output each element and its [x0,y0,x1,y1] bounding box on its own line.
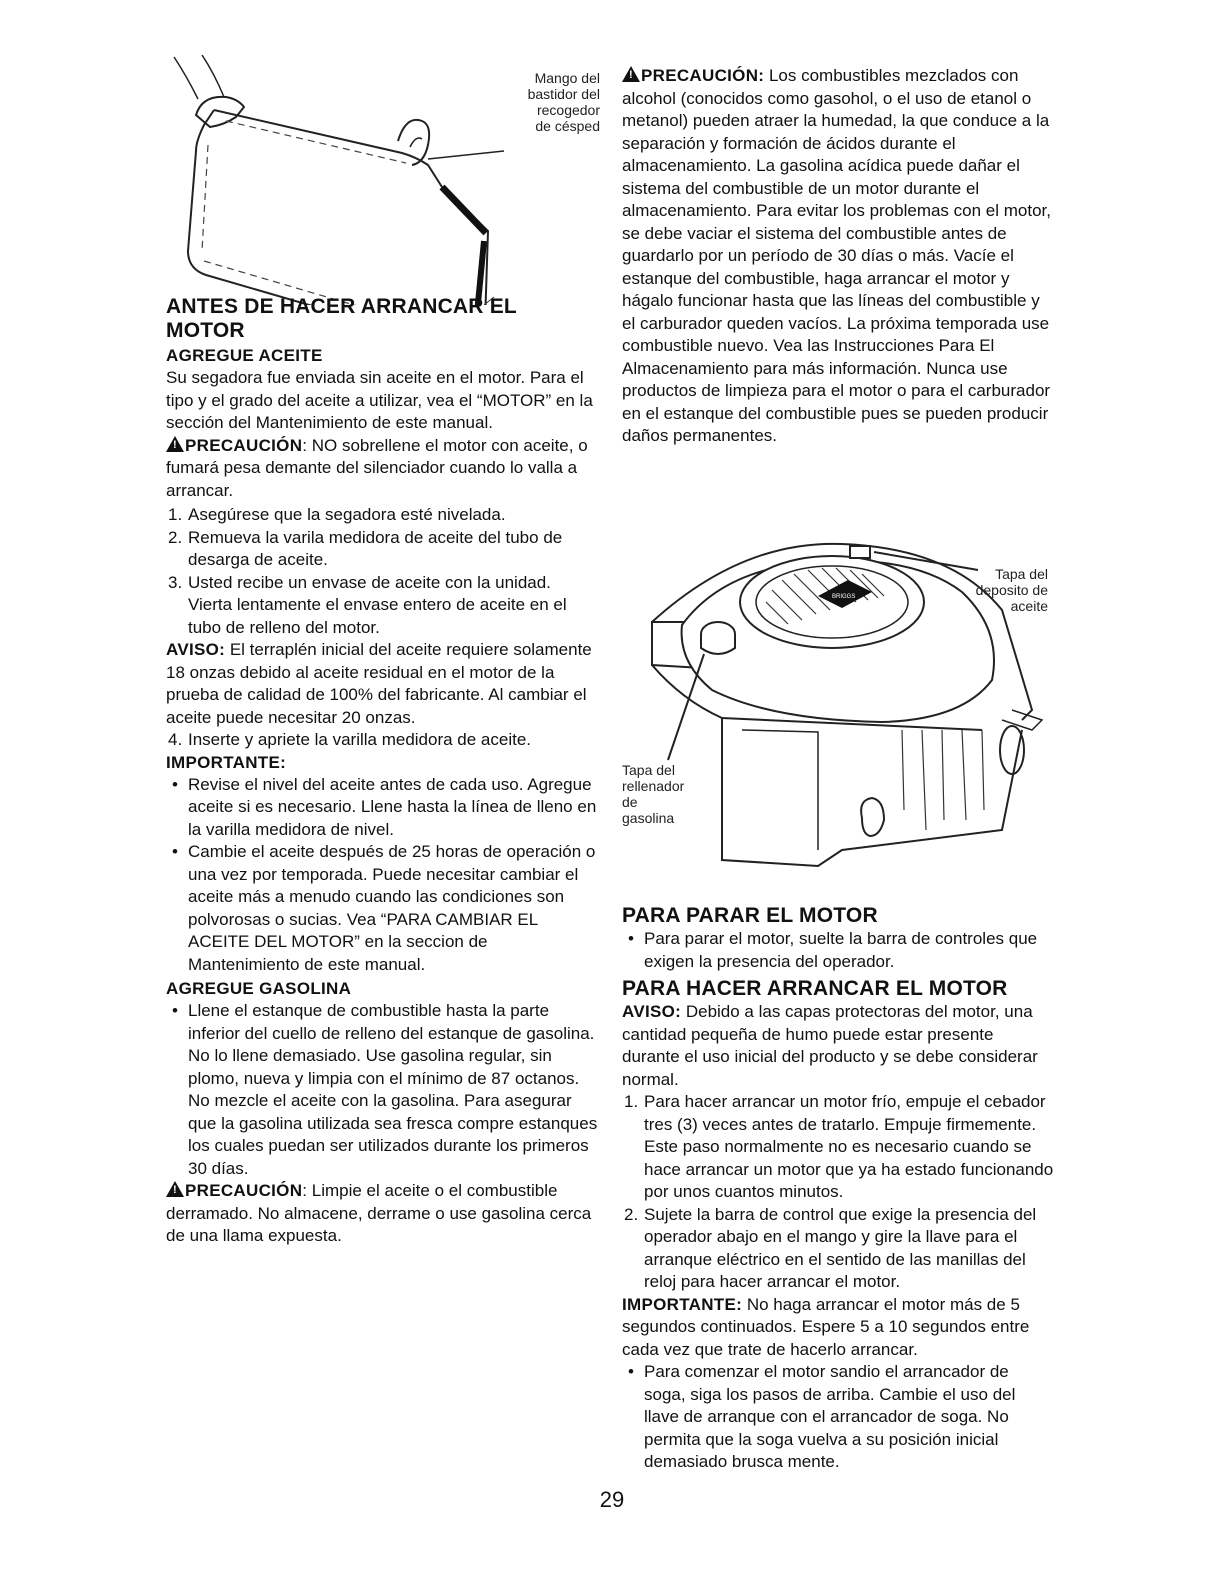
list-item: 2. Remueva la varila medidora de aceite del tubo de desarga de aceite. [168,527,563,569]
importante-bullets [166,774,598,977]
caution-overfill: !PRECAUCIÓN: NO sobrellene el motor con aceite, o fumará pesa demante del silenciador cuando lo valla a arrancar. [166,435,598,503]
add-gas-heading: AGREGUE GASOLINA [166,979,352,998]
add-oil-text: Su segadora fue enviada sin aceite en el motor. Para el tipo y el grado del aceite a utilizar, vea el “MOTOR” en la sección del Mantenimiento de este manual. [166,368,593,432]
gas-cap-callout: Tapa del rellenador de gasolina [622,762,685,826]
list-item: • Para comenzar el motor sandio el arrancador de soga, siga los pasos de arriba. Cambie el uso del llave de arranque con el arrancador de soga. No permita que la soga vuelva a su posición inicial demasiado brusca mente. [628,1362,1016,1471]
list-item: 1. Para hacer arrancar un motor frío, empuje el cebador tres (3) veces antes de tratarlo. Empuje firmemente. Este paso normalmente no es necesario cuando se hace arrancar un motor que ya ha estado funcionando por unos cuantos minutos. [624,1092,1054,1201]
page-number: 29 [599,1487,625,1512]
svg-text:BRIGGS: BRIGGS [832,594,856,600]
start-steps [622,1091,1054,1294]
bag-handle-callout: Mango del bastidor del recogedor de césped [527,70,600,134]
importante-heading: IMPORTANTE: [166,752,287,772]
rope-start-bullets [622,1361,1054,1474]
add-gas-bullets [166,1000,598,1180]
list-item: 2. Sujete la barra de control que exige la presencia del operador abajo en el mango y gire la llave para el arranque eléctrico en el sentido de las manillas del reloj para hacer arrancar el motor. [624,1204,1037,1291]
warning-icon [622,66,640,82]
start-engine-heading: PARA HACER ARRANCAR EL MOTOR [622,977,1008,1000]
left-text [166,295,598,1248]
caution-spill: !PRECAUCIÓN: Limpie el aceite o el combustible derramado. No almacene, derrame o use gasolina cerca de una llama expuesta. [166,1180,598,1248]
list-item: • Cambie el aceite después de 25 horas de operación o una vez por temporada. Puede necesitar cambiar el aceite más a menudo cuando las condiciones son polvorosas o sucias. Vea “PARA CAMBIAR EL ACEITE DEL MOTOR” en la seccion de Mantenimiento de este manual. [172,842,596,974]
list-item: 4. Inserte y apriete la varilla medidora de aceite. [168,730,532,749]
importante-start: IMPORTANTE: No haga arrancar el motor más de 5 segundos continuados. Espere 5 a 10 segundos entre cada vez que trate de hacerlo arrancar. [622,1294,1030,1359]
stop-engine-heading: PARA PARAR EL MOTOR [622,904,878,927]
stop-bullets [622,928,1054,973]
warning-icon [166,1181,184,1197]
aviso-oil: AVISO: El terraplén inicial del aceite requiere solamente 18 onzas debido al aceite residual en el motor de la prueba de calidad de 100% del fabricante. Al cambiar el aceite puede necesitar 20 onzas. [166,640,592,727]
oil-step-4 [166,729,598,752]
oil-steps [166,504,598,639]
section-heading-before-start: ANTES DE HACER ARRANCAR EL MOTOR [166,295,517,342]
oil-cap-callout: Tapa del deposito de aceite [975,566,1048,614]
list-item: • Para parar el motor, suelte la barra de controles que exigen la presencia del operador. [628,929,1038,971]
warning-icon [166,436,184,452]
list-item: • Revise el nivel del aceite antes de cada uso. Agregue aceite si es necesario. Llene hasta la línea de lleno en la varilla medidora de nivel. [172,774,597,839]
list-item: • Llene el estanque de combustible hasta la parte inferior del cuello de relleno del estanque de gasolina. No lo llene demasiado. Use gasolina regular, sin plomo, nueva y limpia con el mínimo de 87 octanos. No mezcle el aceite con la gasolina. Para asegurar que la gasolina utilizada sea fresca compre estanques los cuales puedan ser utilizados durante los primeros 30 días. [172,1001,598,1178]
list-item: 1. Asegúrese que la segadora esté nivelada. [168,505,506,524]
right-text [622,904,1054,1474]
aviso-smoke: AVISO: Debido a las capas protectoras del motor, una cantidad pequeña de humo puede estar presente durante el uso inicial del producto y se debe considerar normal. [622,1002,1038,1089]
add-oil-heading: AGREGUE ACEITE [166,346,323,365]
list-item: 3. Usted recibe un envase de aceite con la unidad. Vierta lentamente el envase entero de aceite en el tubo de relleno del motor. [168,572,567,637]
caution-alcohol-fuel: !PRECAUCIÓN: Los combustibles mezclados con alcohol (conocidos como gasohol, o el uso de etanol o metanol) pueden atraer la humedad, la que conduce a la separación y formación de ácidos durante el almacenamiento. La gasolina acídica puede dañar el sistema del combustible de un motor durante el almacenamiento. Para evitar los problemas con el motor, se debe vaciar el sistema del combustible antes de guardarlo por un período de 30 días o más. Vacíe el estanque del combustible, haga arrancar el motor y hágalo funcionar hasta que las líneas del combustible y el carburador queden vacíos. La próxima temporada use combustible nuevo. Vea las Instrucciones Para El Almacenamiento para más información. Nunca use productos de limpieza para el motor o para el carburador en el estanque del combustible pues se pueden producir daños permanentes. [622,65,1054,448]
